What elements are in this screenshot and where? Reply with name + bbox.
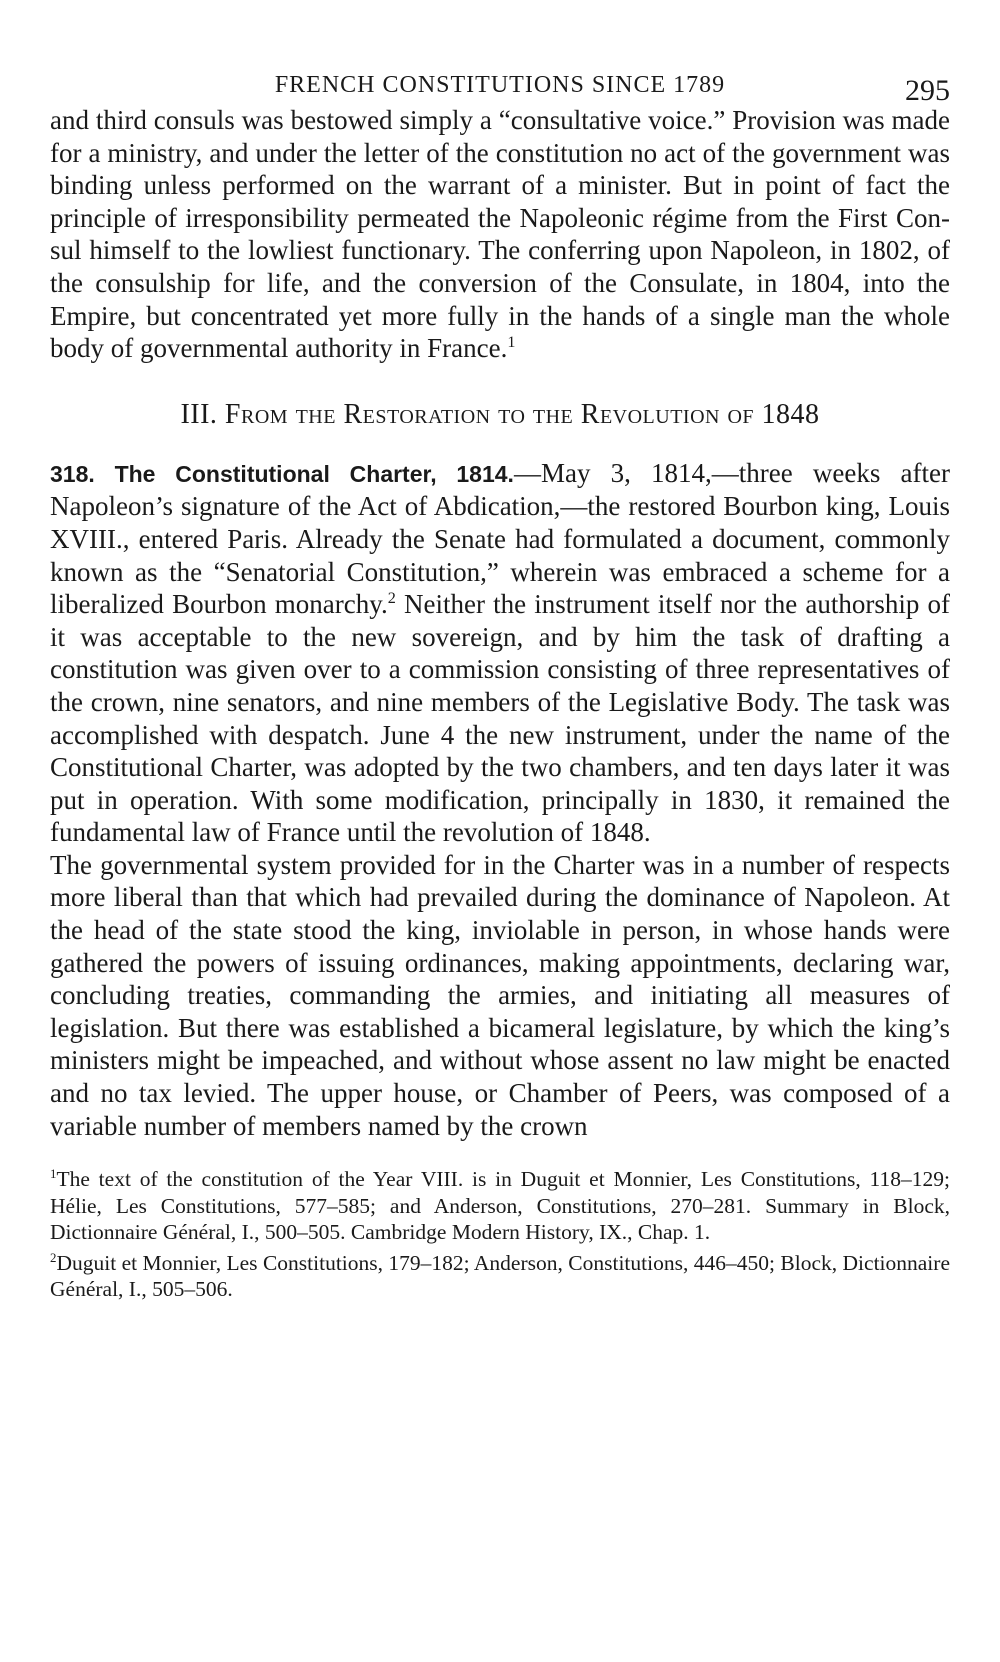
paragraph-318-text-b: Neither the instrument itself nor the authorship of it was acceptable to the new sovereign, and by him the task of drafting a constitution was given over to a commission consisting of three representatives of the crown, nine senators, and nine members of the Legislative Body. The task was accomplished with despatch. June 4 the new instrument, under the name of the Constitutional Charter, was adopted by the two chambers, and ten days later it was put in operation. With some modification, principally in 1830, it remained the fundamental law of France until the revolution of 1848. <box>50 589 950 848</box>
footnote-1-mark: 1 <box>50 1167 57 1182</box>
paragraph-318 <box>50 457 950 849</box>
footnotes <box>50 1166 950 1303</box>
book-page <box>50 60 950 1307</box>
body-text <box>50 104 950 1142</box>
paragraph-318-heading: 318. The Constitutional Charter, 1814. <box>50 460 514 487</box>
footnote-ref-1: 1 <box>507 333 516 352</box>
section-heading: III. From the Restoration to the Revolution of 1848 <box>180 398 820 430</box>
paragraph-governmental-system: The governmental system provided for in the Charter was in a number of respects more liberal than that which had prevailed during the dominance of Napoleon. At the head of the state stood the king, inviolable in person, in whose hands were gathered the powers of issuing ordinances, making appointments, declaring war, concluding treaties, commanding the armies, and initiating all measures of legislation. But there was established a bicameral legislature, by which the king’s ministers might be impeached, and without whose assent no law might be enacted and no tax levied. The upper house, or Chamber of Peers, was composed of a variable number of members named by the crown <box>50 849 950 1141</box>
footnote-1-text: The text of the constitution of the Year VIII. is in Duguit et Monnier, Les Constitutions, 118–129; Hélie, Les Constitutions, 577–585; and Anderson, Constitutions, 270–281. Summary in Block, Dictionnaire Général, I., 500–505. Cambridge Modern History, IX., Chap. 1. <box>50 1167 950 1245</box>
page-number: 295 <box>905 74 950 107</box>
footnote-2-text: Duguit et Monnier, Les Constitutions, 179–182; Anderson, Constitutions, 446–450; Block, Dictionnaire Général, I., 505–506. <box>50 1250 950 1302</box>
footnote-ref-2: 2 <box>387 589 396 608</box>
footnote-2-mark: 2 <box>50 1250 57 1265</box>
running-head <box>50 60 950 107</box>
footnote-1 <box>50 1166 950 1246</box>
running-title: FRENCH CONSTITUTIONS SINCE 1789 <box>274 72 726 98</box>
footnote-2 <box>50 1250 950 1303</box>
paragraph-continued-text: and third consuls was bestowed simply a “consultative voice.” Provision was made for a ministry, and under the letter of the constitution no act of the government was binding unless performed on the warrant of a minister. But in point of fact the principle of irresponsibility permeated the Napoleonic régime from the First Consul himself to the lowliest functionary. The conferring upon Napoleon, in 1802, of the consulship for life, and the conversion of the Consulate, in 1804, into the Empire, but concentrated yet more fully in the hands of a single man the whole body of governmental authority in France. <box>50 105 950 364</box>
paragraph-continued <box>50 104 950 365</box>
paragraph-318-text-a: —May 3, 1814,—three weeks after Napoleon’s signature of the Act of Abdication,—the restored Bourbon king, Louis XVIII., entered Paris. Already the Senate had formulated a document, commonly known as the “Senatorial Constitution,” wherein was embraced a scheme for a liberalized Bourbon monarchy. <box>50 457 950 620</box>
